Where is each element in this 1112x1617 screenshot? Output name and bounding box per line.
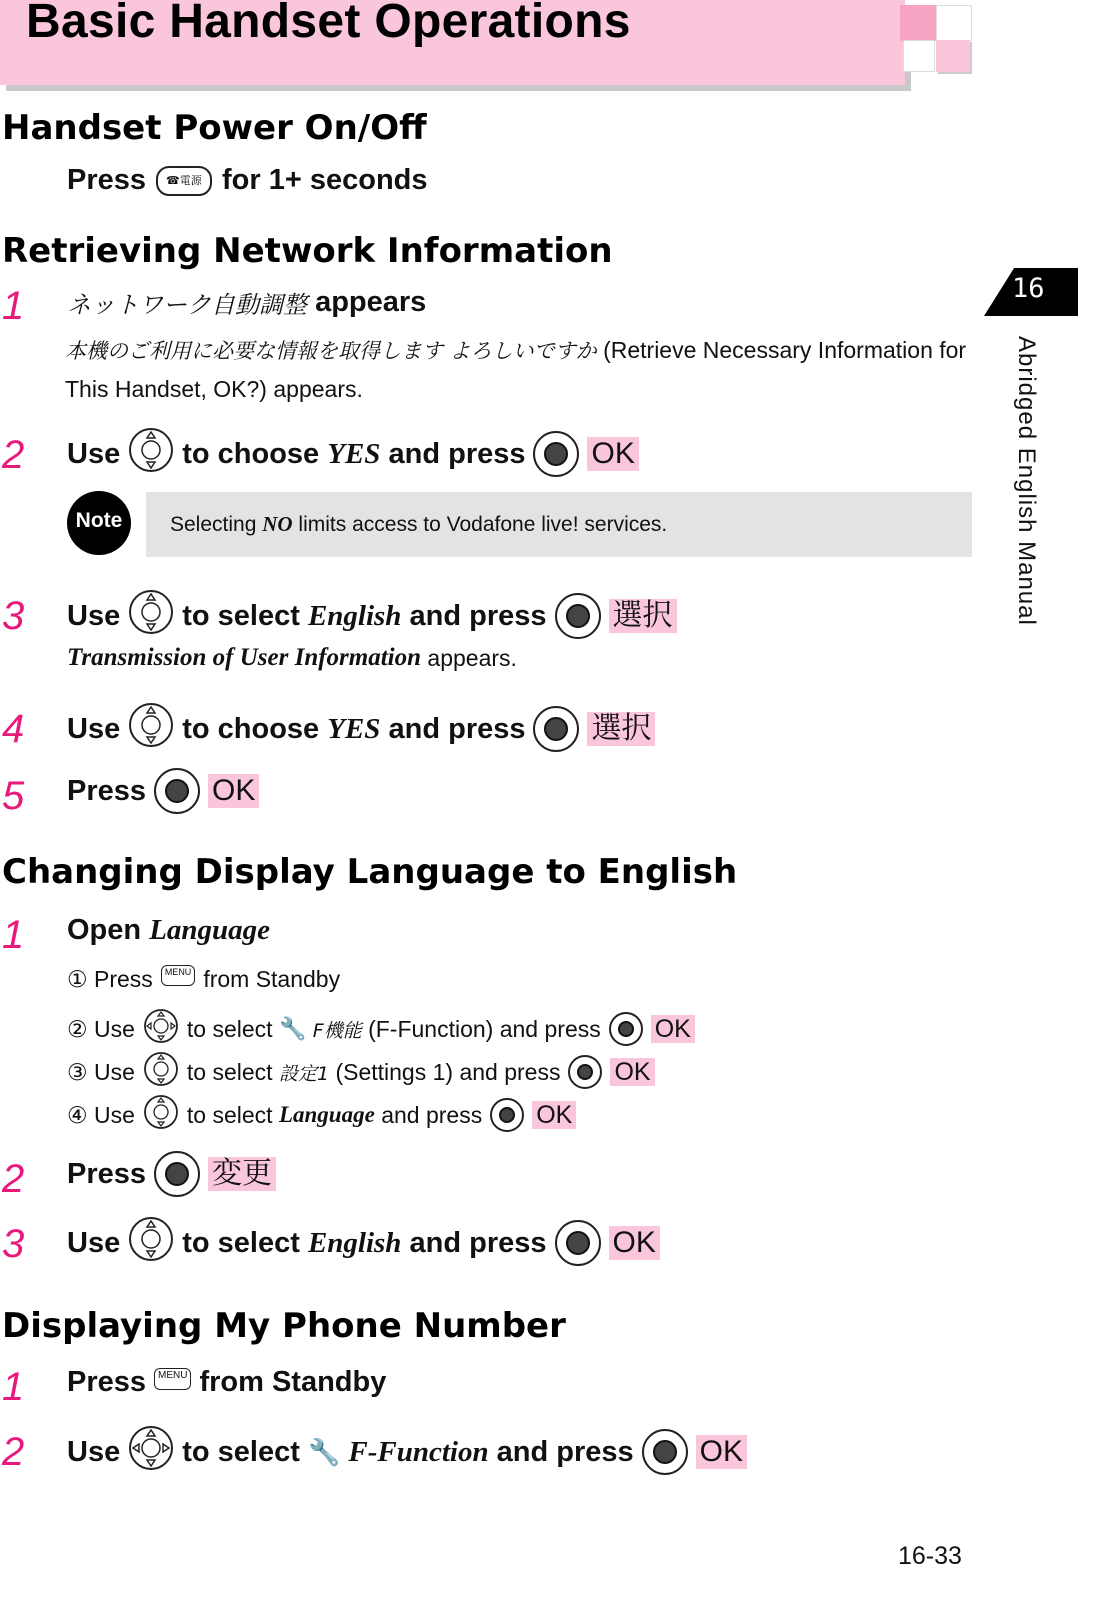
network-step-1: ネットワーク自動調整 appears — [67, 286, 427, 319]
center-key-icon — [609, 1012, 643, 1046]
network-step-5: Press OK — [67, 768, 259, 814]
step-number: 4 — [2, 707, 25, 751]
softkey-select: 選択 — [609, 599, 677, 634]
navigation-key-icon — [128, 702, 174, 756]
wrench-icon: 🔧 — [278, 1016, 307, 1041]
network-step-1-desc: 本機のご利用に必要な情報を取得します よろしいですか (Retrieve Necessary Information for This Handset, OK?) appears. — [65, 337, 967, 402]
section-title-network: Retrieving Network Information — [2, 231, 613, 271]
softkey-ok: OK — [610, 1058, 654, 1087]
center-key-icon — [154, 1151, 200, 1197]
softkey-ok: OK — [696, 1435, 747, 1470]
softkey-change: 変更 — [208, 1157, 276, 1192]
center-key-icon — [154, 768, 200, 814]
section-title-myphone: Displaying My Phone Number — [2, 1306, 566, 1346]
menu-key-icon: MENU — [154, 1368, 191, 1390]
navigation-key-icon — [128, 427, 174, 481]
network-step-3: Use to select English and press 選択 — [67, 589, 677, 643]
network-step-4: Use to choose YES and press 選択 — [67, 702, 655, 756]
step-number: 3 — [2, 1222, 25, 1266]
section-title-language: Changing Display Language to English — [2, 852, 738, 892]
center-key-icon — [533, 431, 579, 477]
center-key-icon — [533, 706, 579, 752]
softkey-ok: OK — [208, 774, 259, 809]
center-key-icon — [555, 1220, 601, 1266]
power-instruction: Press ☎電源 for 1+ seconds — [67, 164, 428, 196]
center-key-icon — [490, 1098, 524, 1132]
navigation-key-icon — [143, 1094, 179, 1136]
four-way-navigation-icon — [143, 1008, 179, 1050]
section-title-power: Handset Power On/Off — [2, 108, 427, 148]
softkey-ok: OK — [532, 1101, 576, 1130]
page-title: Basic Handset Operations — [26, 0, 631, 48]
step-number: 1 — [2, 1365, 25, 1409]
center-key-icon — [642, 1429, 688, 1475]
network-step-2: Use to choose YES and press OK — [67, 427, 639, 481]
center-key-icon — [568, 1055, 602, 1089]
network-step-3-desc: Transmission of User Information appears. — [67, 644, 517, 671]
center-key-icon — [555, 593, 601, 639]
myphone-step-2: Use to select 🔧 F-Function and press OK — [67, 1425, 747, 1479]
chapter-number: 16 — [1012, 273, 1045, 304]
language-step-1: Open Language — [67, 914, 271, 946]
side-label: Abridged English Manual — [1013, 336, 1040, 626]
softkey-ok: OK — [609, 1226, 660, 1261]
language-step-2: Press 変更 — [67, 1151, 276, 1197]
step-number: 3 — [2, 594, 25, 638]
step-number: 5 — [2, 774, 25, 818]
myphone-step-1: Press MENU from Standby — [67, 1366, 387, 1398]
note-text: Selecting NO limits access to Vodafone live! services. — [170, 512, 668, 536]
language-sub-2: ② Use to select 🔧 F機能 (F-Function) and press OK — [67, 1008, 695, 1050]
softkey-ok: OK — [651, 1015, 695, 1044]
power-key-icon: ☎電源 — [156, 166, 212, 196]
page-number: 16-33 — [898, 1542, 962, 1570]
step-number: 2 — [2, 1157, 25, 1201]
step-number: 2 — [2, 1430, 25, 1474]
softkey-ok: OK — [587, 437, 638, 472]
softkey-select: 選択 — [587, 712, 655, 747]
navigation-key-icon — [128, 1216, 174, 1270]
language-sub-1: ① Press MENU from Standby — [67, 966, 341, 992]
navigation-key-icon — [143, 1051, 179, 1093]
step-number: 2 — [2, 433, 25, 477]
four-way-navigation-icon — [128, 1425, 174, 1479]
language-sub-4: ④ Use to select Language and press OK — [67, 1094, 576, 1136]
wrench-icon: 🔧 — [307, 1436, 341, 1467]
navigation-key-icon — [128, 589, 174, 643]
language-sub-3: ③ Use to select 設定1 (Settings 1) and press OK — [67, 1051, 655, 1093]
step-number: 1 — [2, 913, 25, 957]
menu-key-icon: MENU — [161, 965, 196, 986]
language-step-3: Use to select English and press OK — [67, 1216, 660, 1270]
note-label: Note — [75, 509, 123, 532]
step-number: 1 — [2, 284, 25, 328]
